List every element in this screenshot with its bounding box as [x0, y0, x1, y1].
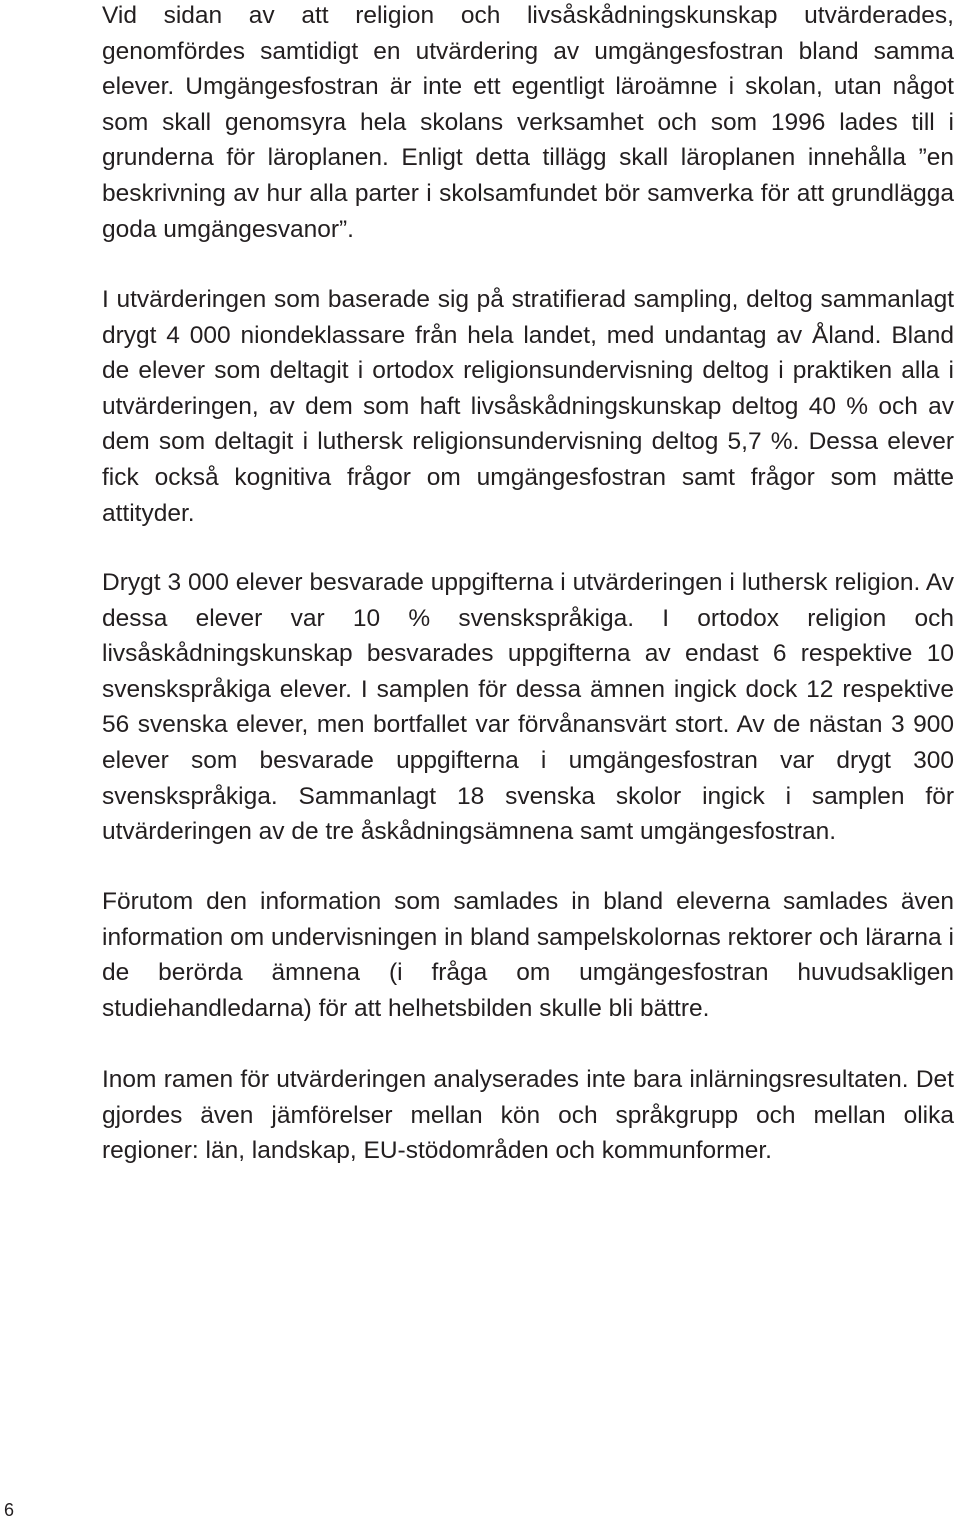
paragraph-additional-information: Förutom den information som samlades in bland eleverna samlades även information om undervisningen in bland sampelskolornas rektorer och lärarna i de berörda ämnena (i fråga om umgängesfostran huvudsakligen studiehandledarna) för att helhetsbilden skulle bli bättre. — [102, 888, 954, 1022]
page-number: 6 — [4, 1500, 15, 1520]
paragraph-evaluation-intro: Vid sidan av att religion och livsåskådningskunskap utvärderades, genomfördes samtidigt en utvärdering av umgängesfostran bland samma elever. Umgängesfostran är inte ett egentligt läroämne i skolan, utan något som skall genomsyra hela skolans verksamhet och som 1996 lades till i grunderna för läroplanen. Enligt detta tillägg skall läroplanen innehålla ”en beskrivning av hur alla parter i skolsamfundet bör samverka för att grundlägga goda umgängesvanor”. — [102, 2, 954, 243]
paragraph-analysis-comparisons: Inom ramen för utvärderingen analyserades inte bara inlärningsresultaten. Det gjordes även jämförelser mellan kön och språkgrupp och mellan olika regioner: län, landskap, EU-stödområden och kommunformer. — [102, 1066, 954, 1165]
paragraph-sampling: I utvärderingen som baserade sig på stratifierad sampling, deltog sammanlagt drygt 4 000 niondeklassare från hela landet, med undantag av Åland. Bland de elever som deltagit i ortodox religionsundervisning deltog i praktiken alla i utvärderingen, av dem som haft livsåskådningskunskap deltog 40 % och av dem som deltagit i luthersk religionsundervisning deltog 5,7 %. Dessa elever fick också kognitiva frågor om umgängesfostran samt frågor som mätte attityder. — [102, 286, 954, 527]
paragraph-respondents: Drygt 3 000 elever besvarade uppgifterna i utvärderingen i luthersk religion. Av dessa elever var 10 % svenskspråkiga. I ortodox religion och livsåskådningskunskap besvarades uppgifterna av endast 6 respektive 10 svenskspråkiga elever. I samplen för dessa ämnen ingick dock 12 respektive 56 svenska elever, men bortfallet var förvånansvärt stort. Av de nästan 3 900 elever som besvarade uppgifterna i umgängesfostran var drygt 300 svenskspråkiga. Sammanlagt 18 svenska skolor ingick i samplen för utvärderingen av de tre åskådningsämnena samt umgängesfostran. — [102, 569, 954, 846]
